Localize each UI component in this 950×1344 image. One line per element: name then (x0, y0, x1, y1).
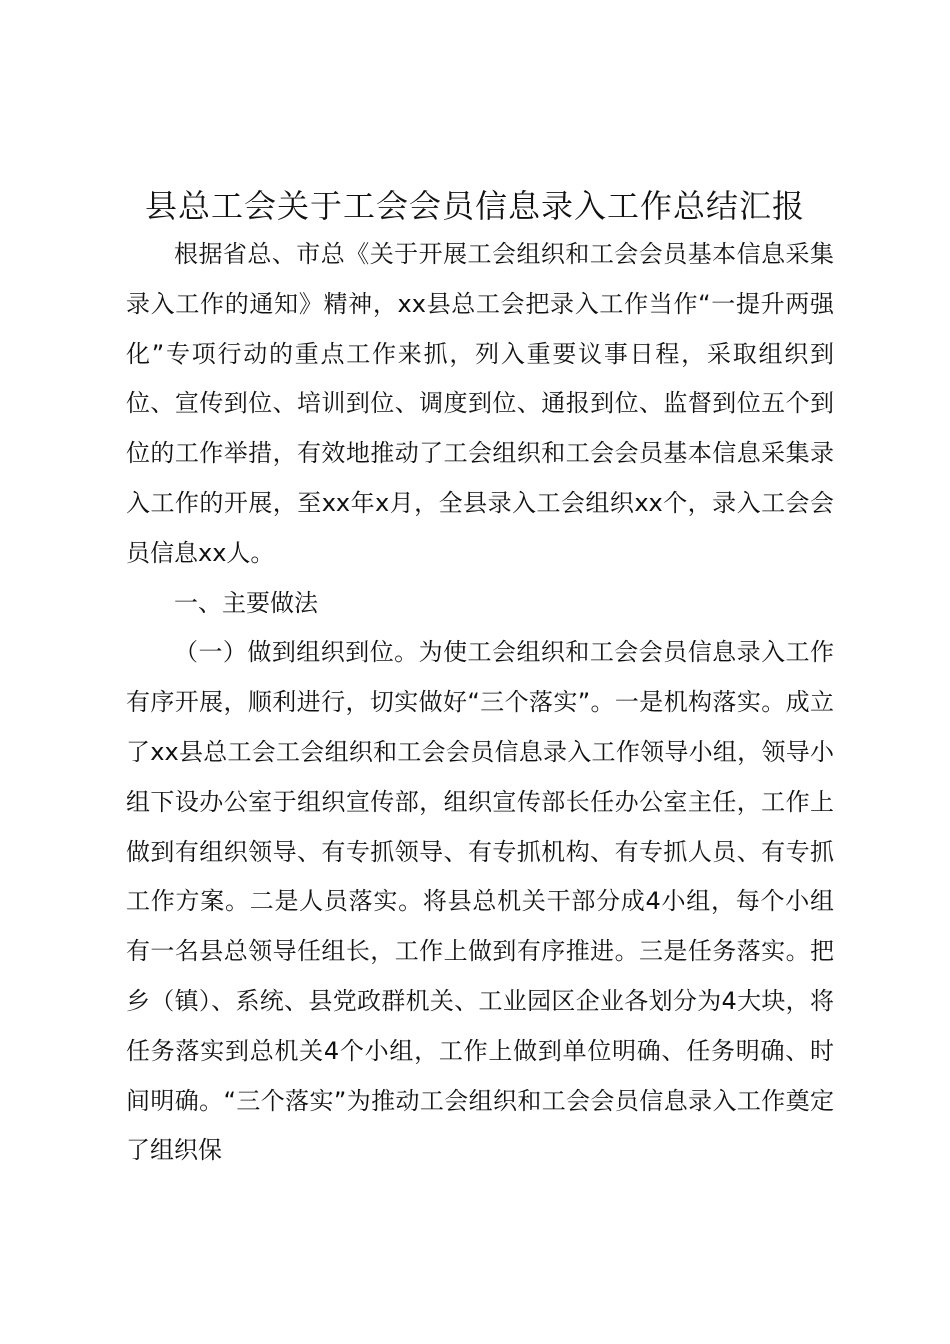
section-heading: 一、主要做法 (174, 588, 318, 617)
intro-paragraph: 根据省总、市总《关于开展工会组织和工会会员基本信息采集录入工作的通知》精神，xx县总工会把录入工作当作“一提升两强化”专项行动的重点工作来抓，列入重要议事日程，采取组织到位、宣传到位、培训到位、调度到位、通报到位、监督到位五个到位的工作举措，有效地推动了工会组织和工会会员基本信息采集录入工作的开展，至xx年x月，全县录入工会组织xx个，录入工会会员信息xx人。 (126, 240, 834, 567)
document-body (126, 230, 834, 1176)
section-paragraph: （一）做到组织到位。为使工会组织和工会会员信息录入工作有序开展，顺利进行，切实做好“三个落实”。一是机构落实。成立了xx县总工会工会组织和工会会员信息录入工作领导小组，领导小组下设办公室于组织宣传部，组织宣传部长任办公室主任，工作上做到有组织领导、有专抓领导、有专抓机构、有专抓人员、有专抓工作方案。二是人员落实。将县总机关干部分成4小组，每个小组有一名县总领导任组长，工作上做到有序推进。三是任务落实。把乡（镇）、系统、县党政群机关、工业园区企业各划分为4大块，将任务落实到总机关4个小组，工作上做到单位明确、任务明确、时间明确。“三个落实”为推动工会组织和工会会员信息录入工作奠定了组织保 (126, 638, 834, 1165)
document-title: 县总工会关于工会会员信息录入工作总结汇报 (144, 187, 805, 225)
